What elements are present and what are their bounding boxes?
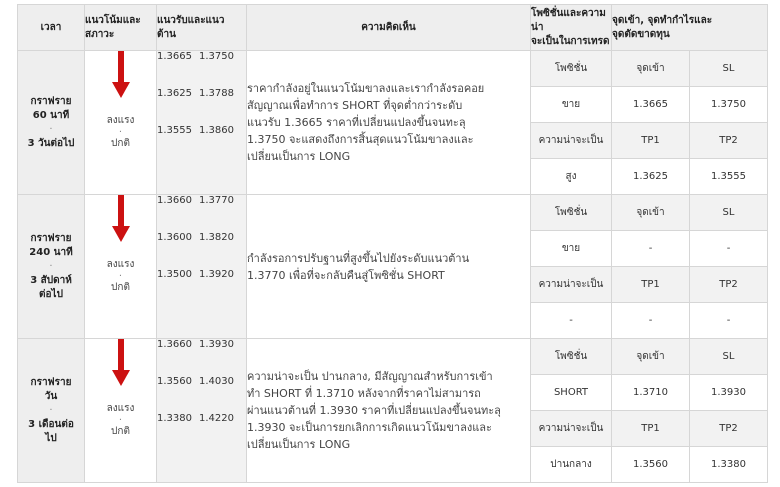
sl-value: 1.3750: [690, 87, 768, 123]
down-arrow-icon: [111, 195, 131, 243]
trend-label: ลงแรง: [106, 115, 135, 126]
header-trend-line: สภาวะ: [85, 28, 115, 40]
level-pair: [157, 339, 246, 376]
sl-header: SL: [690, 195, 768, 231]
grid-row: [18, 195, 768, 231]
tp1-header: TP1: [612, 411, 690, 447]
probability-header: ความน่าจะเป็น: [531, 411, 612, 447]
timeframe-cell: [18, 195, 85, 339]
resistance-value: 1.3820: [199, 232, 234, 243]
tp2-header: TP2: [690, 411, 768, 447]
level-pair: [157, 413, 246, 450]
support-value: 1.3500: [157, 269, 192, 280]
level-pair: [157, 88, 246, 125]
trend-dot: ·: [118, 271, 123, 282]
header-position-line: โพซิชั่นและความน่า: [531, 7, 606, 33]
sl-value: -: [690, 231, 768, 267]
position-header: โพซิชั่น: [531, 51, 612, 87]
comment-cell: [247, 51, 531, 195]
trend-cell: [85, 339, 157, 483]
timeframe-line: วัน: [44, 390, 58, 402]
header-levels: [157, 5, 247, 51]
level-pair: [157, 269, 246, 306]
grid-row: [18, 51, 768, 87]
level-pair: [157, 195, 246, 232]
header-time: เวลา: [18, 5, 85, 51]
position-value: ขาย: [531, 231, 612, 267]
tp2-header: TP2: [690, 123, 768, 159]
tp2-value: 1.3555: [690, 159, 768, 195]
resistance-value: 1.3788: [199, 88, 234, 99]
timeframe-cell: [18, 339, 85, 483]
support-value: 1.3600: [157, 232, 192, 243]
header-levels-line: ต้าน: [157, 28, 176, 40]
entry-header: จุดเข้า: [612, 195, 690, 231]
timeframe-line: 60 นาที: [32, 109, 70, 121]
comment-line: ผ่านแนวต้านที่ 1.3930 ราคาที่เปลี่ยนแปลงขึ้นจนทะลุ: [247, 404, 501, 417]
resistance-value: 1.4220: [199, 413, 234, 424]
timeframe-line: กราฟราย: [30, 95, 72, 107]
resistance-value: 1.3750: [199, 51, 234, 62]
timeframe-line: 3 เดือนต่อ: [28, 418, 74, 430]
header-trend: [85, 5, 157, 51]
resistance-value: 1.3930: [199, 339, 234, 350]
comment-line: ราคากำลังอยู่ในแนวโน้มขาลงและเรากำลังรอคอย: [247, 82, 485, 95]
header-levels-line: แนวรับและแนว: [157, 14, 225, 26]
forecast-group: [18, 339, 768, 483]
levels-cell: [157, 195, 247, 339]
tp2-header: TP2: [690, 267, 768, 303]
support-value: 1.3660: [157, 339, 192, 350]
entry-header: จุดเข้า: [612, 339, 690, 375]
tp2-value: -: [690, 303, 768, 339]
resistance-value: 1.3920: [199, 269, 234, 280]
position-value: ขาย: [531, 87, 612, 123]
level-pair: [157, 51, 246, 88]
support-value: 1.3665: [157, 51, 192, 62]
header-comment: ความคิดเห็น: [247, 5, 531, 51]
trend-label: ลงแรง: [106, 403, 135, 414]
comment-cell: [247, 339, 531, 483]
trend-dot: ·: [118, 415, 123, 426]
comment-line: เปลี่ยนเป็นการ LONG: [247, 150, 351, 163]
header-entry-line: จุดเข้า, จุดทำกำไรและ: [612, 14, 713, 26]
forecast-group: [18, 195, 768, 339]
entry-value: 1.3665: [612, 87, 690, 123]
level-pair: [157, 125, 246, 162]
sl-value: 1.3930: [690, 375, 768, 411]
down-arrow-icon: [111, 339, 131, 387]
tp2-value: 1.3380: [690, 447, 768, 483]
sl-header: SL: [690, 339, 768, 375]
comment-line: กำลังรอการปรับฐานที่สูงขึ้นไปยังระดับแนวต้าน: [247, 251, 470, 265]
levels-cell: [157, 51, 247, 195]
tp1-header: TP1: [612, 267, 690, 303]
position-header: โพซิชั่น: [531, 339, 612, 375]
levels-cell: [157, 339, 247, 483]
forecast-table: [17, 4, 768, 483]
entry-value: 1.3710: [612, 375, 690, 411]
tp1-value: -: [612, 303, 690, 339]
trend-cell: [85, 51, 157, 195]
header-position-line: จะเป็นในการเทรด: [531, 35, 610, 47]
sl-header: SL: [690, 51, 768, 87]
comment-line: แนวรับ 1.3665 ราคาที่เปลี่ยนแปลงขึ้นจนทะลุ: [247, 116, 466, 129]
probability-value: -: [531, 303, 612, 339]
timeframe-line: 3 วันต่อไป: [27, 137, 75, 149]
support-value: 1.3560: [157, 376, 192, 387]
resistance-value: 1.3860: [199, 125, 234, 136]
trend-label: ลงแรง: [106, 259, 135, 270]
support-value: 1.3625: [157, 88, 192, 99]
trend-label: ปกติ: [111, 282, 130, 293]
timeframe-cell: [18, 51, 85, 195]
tp1-header: TP1: [612, 123, 690, 159]
tp1-value: 1.3560: [612, 447, 690, 483]
header-row: [18, 5, 768, 51]
probability-value: ปานกลาง: [531, 447, 612, 483]
comment-line: ทำ SHORT ที่ 1.3710 หลังจากที่ราคาไม่สามารถ: [247, 387, 481, 400]
header-entry-line: จุดตัดขาดทุน: [612, 28, 670, 40]
support-value: 1.3555: [157, 125, 192, 136]
trend-cell: [85, 195, 157, 339]
timeframe-line: กราฟราย: [30, 376, 72, 388]
grid-row: [18, 339, 768, 375]
comment-line: ความน่าจะเป็น ปานกลาง, มีสัญญาณสำหรับการเข้า: [247, 370, 493, 383]
comment-line: 1.3750 จะแสดงถึงการสิ้นสุดแนวโน้มขาลงและ: [247, 133, 474, 146]
timeframe-line: 240 นาที: [29, 246, 73, 258]
position-value: SHORT: [531, 375, 612, 411]
comment-line: สัญญาณเพื่อทำการ SHORT ที่จุดต่ำกว่าระดับ: [247, 99, 463, 112]
resistance-value: 1.4030: [199, 376, 234, 387]
timeframe-dot: ·: [49, 260, 53, 272]
timeframe-dot: ·: [49, 123, 53, 135]
timeframe-line: ต่อไป: [39, 288, 63, 300]
entry-value: -: [612, 231, 690, 267]
probability-header: ความน่าจะเป็น: [531, 267, 612, 303]
probability-value: สูง: [531, 159, 612, 195]
forecast-group: [18, 51, 768, 195]
timeframe-line: 3 สัปดาห์: [30, 274, 72, 286]
level-pair: [157, 376, 246, 413]
comment-line: เปลี่ยนเป็นการ LONG: [247, 438, 351, 451]
resistance-value: 1.3770: [199, 195, 234, 206]
timeframe-line: กราฟราย: [30, 232, 72, 244]
probability-header: ความน่าจะเป็น: [531, 123, 612, 159]
comment-line: 1.3930 จะเป็นการยกเลิกการเกิดแนวโน้มขาลงและ: [247, 421, 492, 434]
header-position: [531, 5, 612, 51]
support-value: 1.3380: [157, 413, 192, 424]
support-value: 1.3660: [157, 195, 192, 206]
trend-label: ปกติ: [111, 426, 130, 437]
down-arrow-icon: [111, 51, 131, 99]
timeframe-line: ไป: [45, 432, 57, 444]
tp1-value: 1.3625: [612, 159, 690, 195]
header-trend-line: แนวโน้มและ: [85, 14, 141, 26]
entry-header: จุดเข้า: [612, 51, 690, 87]
comment-cell: [247, 195, 531, 339]
header-entry: [612, 5, 768, 51]
trend-dot: ·: [118, 127, 123, 138]
trend-label: ปกติ: [111, 138, 130, 149]
position-header: โพซิชั่น: [531, 195, 612, 231]
timeframe-dot: ·: [49, 404, 53, 416]
comment-line: 1.3770 เพื่อที่จะกลับคืนสู่โพซิชั่น SHORT: [247, 268, 445, 282]
level-pair: [157, 232, 246, 269]
